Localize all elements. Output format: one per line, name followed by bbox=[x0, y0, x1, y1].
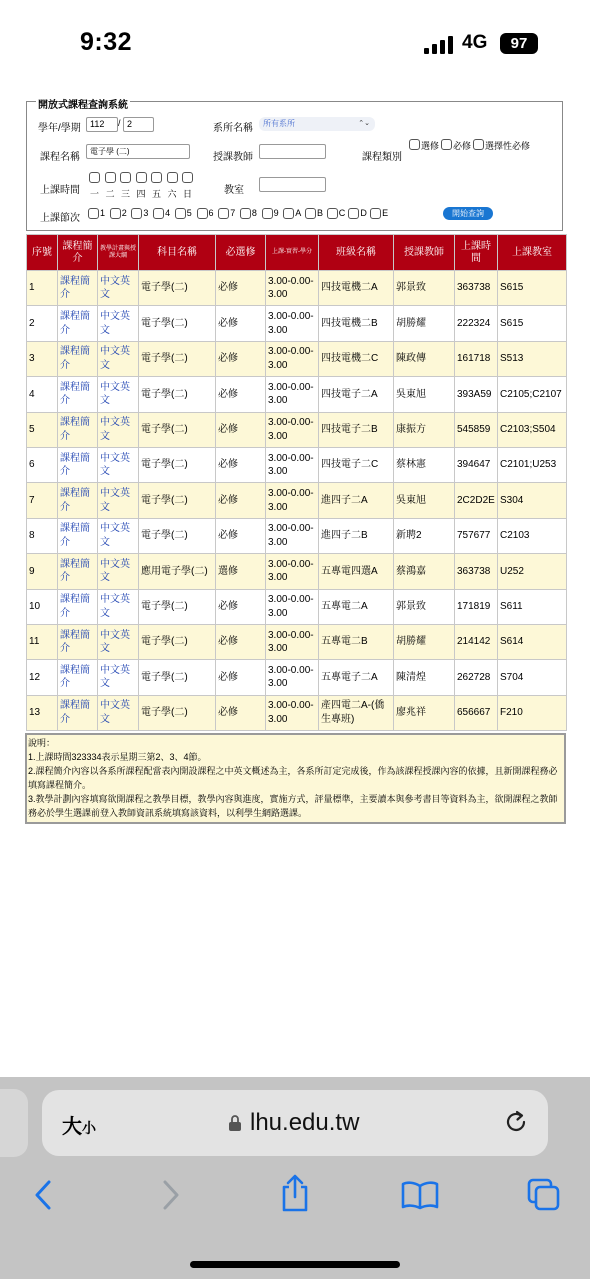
teaching-plan-link-cell bbox=[98, 377, 139, 412]
header-plan: 教學計畫與授課大綱 bbox=[98, 235, 139, 271]
year-input[interactable]: 112 bbox=[86, 117, 118, 132]
note-item-2: 2.課程簡介內容以各系所課程配當表內開設課程之中英文概述為主，各系所訂定完成後，作為該課程授課內容的依據，且新開課程務必填寫課程簡介。 bbox=[28, 766, 558, 790]
cell-teacher: 陳政傳 bbox=[394, 341, 455, 376]
period-label: 2 bbox=[121, 208, 127, 218]
weekday-label: 一 bbox=[90, 189, 100, 199]
weekday-label: 三 bbox=[121, 189, 131, 199]
table-row bbox=[27, 660, 567, 695]
period-checkbox[interactable] bbox=[327, 208, 338, 219]
header-no: 序號 bbox=[27, 235, 58, 271]
cell-class: 四技電機二C bbox=[319, 341, 394, 376]
cell-no: 7 bbox=[27, 483, 58, 518]
teaching-plan-link[interactable]: 中文英文 bbox=[100, 700, 130, 725]
course-intro-link[interactable]: 課程簡介 bbox=[60, 700, 90, 725]
table-row bbox=[27, 306, 567, 341]
cell-credits: 3.00-0.00-3.00 bbox=[266, 518, 319, 553]
cell-room: C2105;C2107 bbox=[498, 377, 567, 412]
header-type: 必選修 bbox=[216, 235, 266, 271]
cell-no: 10 bbox=[27, 589, 58, 624]
cell-subject: 電子學(二) bbox=[139, 341, 216, 376]
course-intro-link-cell bbox=[58, 660, 98, 695]
category-label: 課程類別 bbox=[362, 152, 402, 163]
cell-class: 四技電機二A bbox=[319, 271, 394, 306]
cell-subject: 電子學(二) bbox=[139, 518, 216, 553]
category-option-label: 選修 bbox=[421, 141, 440, 151]
cell-no: 11 bbox=[27, 624, 58, 659]
period-label: A bbox=[295, 208, 302, 218]
cell-credits: 3.00-0.00-3.00 bbox=[266, 341, 319, 376]
cell-class: 四技電子二C bbox=[319, 447, 394, 482]
weekday-label: 五 bbox=[152, 189, 162, 199]
cell-teacher: 陳清煌 bbox=[394, 660, 455, 695]
period-label: E bbox=[382, 208, 389, 218]
teaching-plan-link[interactable]: 中文英文 bbox=[100, 275, 130, 301]
cell-time: 363738 bbox=[455, 271, 498, 306]
teaching-plan-link[interactable]: 中文英文 bbox=[100, 452, 130, 478]
period-checkbox[interactable] bbox=[110, 208, 121, 219]
cell-subject: 電子學(二) bbox=[139, 377, 216, 412]
table-row bbox=[27, 412, 567, 447]
cell-type: 必修 bbox=[216, 271, 266, 306]
cell-class: 五專電四選A bbox=[319, 554, 394, 589]
status-bar bbox=[0, 0, 590, 88]
course-label: 課程名稱 bbox=[40, 152, 80, 163]
table-header-row bbox=[27, 235, 567, 271]
teaching-plan-link-cell bbox=[98, 447, 139, 482]
cell-class: 產四電二A-(僑生專班) bbox=[319, 695, 394, 730]
cell-type: 必修 bbox=[216, 412, 266, 447]
course-intro-link-cell bbox=[58, 695, 98, 730]
cell-no: 13 bbox=[27, 695, 58, 730]
chevron-updown-icon: ⌃⌄ bbox=[358, 120, 370, 127]
teaching-plan-link[interactable]: 中文英文 bbox=[100, 346, 130, 371]
cell-credits: 3.00-0.00-3.00 bbox=[266, 554, 319, 589]
course-results-table bbox=[26, 234, 567, 731]
teaching-plan-link[interactable]: 中文英文 bbox=[100, 594, 130, 619]
cell-time: 545859 bbox=[455, 412, 498, 447]
cell-credits: 3.00-0.00-3.00 bbox=[266, 271, 319, 306]
course-intro-link-cell bbox=[58, 412, 98, 447]
header-class: 班級名稱 bbox=[319, 235, 394, 271]
table-row bbox=[27, 341, 567, 376]
cell-no: 6 bbox=[27, 447, 58, 482]
back-icon[interactable] bbox=[30, 1178, 56, 1212]
weekday-label: 二 bbox=[105, 189, 115, 199]
period-label: 4 bbox=[165, 208, 171, 218]
cell-credits: 3.00-0.00-3.00 bbox=[266, 589, 319, 624]
cell-class: 五專電子二A bbox=[319, 660, 394, 695]
cell-type: 必修 bbox=[216, 377, 266, 412]
course-intro-link-cell bbox=[58, 624, 98, 659]
course-intro-link-cell bbox=[58, 589, 98, 624]
table-row bbox=[27, 624, 567, 659]
reload-icon[interactable] bbox=[502, 1108, 530, 1136]
cell-credits: 3.00-0.00-3.00 bbox=[266, 483, 319, 518]
cell-teacher: 胡勝耀 bbox=[394, 306, 455, 341]
cell-subject: 電子學(二) bbox=[139, 412, 216, 447]
course-intro-link[interactable]: 課程簡介 bbox=[60, 275, 90, 301]
cell-no: 3 bbox=[27, 341, 58, 376]
cell-type: 必修 bbox=[216, 589, 266, 624]
teaching-plan-link[interactable]: 中文英文 bbox=[100, 381, 130, 407]
period-checkbox[interactable] bbox=[348, 208, 359, 219]
cell-no: 12 bbox=[27, 660, 58, 695]
cell-time: 656667 bbox=[455, 695, 498, 730]
cell-time: 394647 bbox=[455, 447, 498, 482]
cell-subject: 電子學(二) bbox=[139, 695, 216, 730]
cell-time: 171819 bbox=[455, 589, 498, 624]
cell-teacher: 康振方 bbox=[394, 412, 455, 447]
weekday-label: 日 bbox=[183, 189, 193, 199]
cell-no: 1 bbox=[27, 271, 58, 306]
period-label: 7 bbox=[230, 208, 236, 218]
category-option-label: 選擇性必修 bbox=[485, 141, 531, 151]
period-checkbox[interactable] bbox=[240, 208, 251, 219]
teaching-plan-link-cell bbox=[98, 624, 139, 659]
course-intro-link[interactable]: 課程簡介 bbox=[60, 594, 90, 619]
cell-time: 222324 bbox=[455, 306, 498, 341]
cell-class: 四技電機二B bbox=[319, 306, 394, 341]
address-bar[interactable] bbox=[42, 1090, 548, 1156]
course-intro-link[interactable]: 課程簡介 bbox=[60, 523, 90, 548]
weekday-checkbox[interactable] bbox=[167, 172, 178, 183]
cell-type: 必修 bbox=[216, 695, 266, 730]
course-intro-link[interactable]: 課程簡介 bbox=[60, 452, 90, 478]
cell-room: S615 bbox=[498, 271, 567, 306]
notes-title: 說明： bbox=[28, 738, 56, 748]
period-label: 9 bbox=[273, 208, 279, 218]
course-intro-link-cell bbox=[58, 341, 98, 376]
term-separator: / bbox=[118, 118, 121, 128]
teaching-plan-link-cell bbox=[98, 341, 139, 376]
category-required-checkbox[interactable] bbox=[441, 139, 452, 150]
weekday-checkbox[interactable] bbox=[120, 172, 131, 183]
course-intro-link[interactable]: 課程簡介 bbox=[60, 488, 90, 513]
cell-teacher: 蔡鴻嘉 bbox=[394, 554, 455, 589]
dept-label: 系所名稱 bbox=[213, 123, 253, 134]
course-intro-link-cell bbox=[58, 554, 98, 589]
room-label: 教室 bbox=[224, 185, 244, 196]
cell-class: 進四子二A bbox=[319, 483, 394, 518]
cell-no: 4 bbox=[27, 377, 58, 412]
teaching-plan-link-cell bbox=[98, 554, 139, 589]
course-intro-link[interactable]: 課程簡介 bbox=[60, 311, 90, 336]
cell-type: 選修 bbox=[216, 554, 266, 589]
period-label: D bbox=[360, 208, 367, 218]
category-option-label: 必修 bbox=[453, 141, 472, 151]
network-type: 4G bbox=[462, 32, 488, 53]
cell-teacher: 廖兆祥 bbox=[394, 695, 455, 730]
cell-credits: 3.00-0.00-3.00 bbox=[266, 624, 319, 659]
cell-no: 5 bbox=[27, 412, 58, 447]
cell-no: 2 bbox=[27, 306, 58, 341]
course-input[interactable]: 電子學 (二) bbox=[86, 144, 190, 159]
period-label: C bbox=[338, 208, 346, 218]
teaching-plan-link[interactable]: 中文英文 bbox=[100, 488, 130, 513]
table-row bbox=[27, 447, 567, 482]
course-intro-link-cell bbox=[58, 377, 98, 412]
cell-subject: 電子學(二) bbox=[139, 589, 216, 624]
teaching-plan-link-cell bbox=[98, 660, 139, 695]
notes-panel bbox=[25, 733, 566, 824]
teacher-label: 授課教師 bbox=[213, 152, 253, 163]
cell-room: S304 bbox=[498, 483, 567, 518]
course-intro-link-cell bbox=[58, 447, 98, 482]
cell-class: 進四子二B bbox=[319, 518, 394, 553]
category-optional-required-checkbox[interactable] bbox=[473, 139, 484, 150]
cell-room: U252 bbox=[498, 554, 567, 589]
search-button[interactable]: 開始查詢 bbox=[443, 207, 493, 220]
cell-time: 2C2D2E bbox=[455, 483, 498, 518]
cell-teacher: 郭景致 bbox=[394, 271, 455, 306]
cell-subject: 電子學(二) bbox=[139, 660, 216, 695]
cell-class: 五專電二A bbox=[319, 589, 394, 624]
cell-subject: 電子學(二) bbox=[139, 271, 216, 306]
period-checkbox[interactable] bbox=[262, 208, 273, 219]
course-intro-link[interactable]: 課程簡介 bbox=[60, 381, 90, 407]
lock-icon bbox=[228, 1114, 242, 1132]
cell-teacher: 郭景致 bbox=[394, 589, 455, 624]
period-label: 上課節次 bbox=[40, 213, 80, 224]
header-intro: 課程簡介 bbox=[58, 235, 98, 271]
cell-credits: 3.00-0.00-3.00 bbox=[266, 695, 319, 730]
course-intro-link[interactable]: 課程簡介 bbox=[60, 558, 90, 584]
cell-subject: 電子學(二) bbox=[139, 483, 216, 518]
header-credits: 上課-實習-學分 bbox=[266, 235, 319, 271]
teaching-plan-link[interactable]: 中文英文 bbox=[100, 558, 130, 584]
table-row bbox=[27, 554, 567, 589]
cell-time: 757677 bbox=[455, 518, 498, 553]
previous-tab-preview[interactable] bbox=[0, 1089, 28, 1157]
cell-class: 五專電二B bbox=[319, 624, 394, 659]
period-label: 8 bbox=[251, 208, 257, 218]
cell-room: S614 bbox=[498, 624, 567, 659]
course-intro-link[interactable]: 課程簡介 bbox=[60, 346, 90, 371]
table-row bbox=[27, 271, 567, 306]
cell-room: S513 bbox=[498, 341, 567, 376]
teaching-plan-link-cell bbox=[98, 271, 139, 306]
share-icon[interactable] bbox=[279, 1173, 311, 1213]
cell-type: 必修 bbox=[216, 483, 266, 518]
period-label: 5 bbox=[186, 208, 192, 218]
cellular-signal-icon bbox=[424, 36, 454, 54]
teaching-plan-link-cell bbox=[98, 695, 139, 730]
course-intro-link-cell bbox=[58, 306, 98, 341]
cell-room: C2103;S504 bbox=[498, 412, 567, 447]
weekday-checkbox[interactable] bbox=[136, 172, 147, 183]
cell-credits: 3.00-0.00-3.00 bbox=[266, 306, 319, 341]
cell-subject: 電子學(二) bbox=[139, 447, 216, 482]
term-input[interactable]: 2 bbox=[123, 117, 154, 132]
text-size-button[interactable]: 大小 bbox=[62, 1116, 96, 1138]
room-input[interactable] bbox=[259, 177, 326, 192]
cell-teacher: 新聘2 bbox=[394, 518, 455, 553]
cell-type: 必修 bbox=[216, 306, 266, 341]
weekday-label: 四 bbox=[136, 189, 146, 199]
cell-subject: 應用電子學(二) bbox=[139, 554, 216, 589]
cell-class: 四技電子二B bbox=[319, 412, 394, 447]
course-intro-link-cell bbox=[58, 271, 98, 306]
cell-time: 161718 bbox=[455, 341, 498, 376]
course-intro-link[interactable]: 課程簡介 bbox=[60, 417, 90, 442]
period-checkbox[interactable] bbox=[218, 208, 229, 219]
teaching-plan-link-cell bbox=[98, 412, 139, 447]
teaching-plan-link[interactable]: 中文英文 bbox=[100, 417, 130, 442]
cell-type: 必修 bbox=[216, 447, 266, 482]
home-indicator bbox=[190, 1261, 400, 1268]
period-label: 3 bbox=[143, 208, 149, 218]
cell-no: 9 bbox=[27, 554, 58, 589]
browser-toolbar bbox=[0, 1077, 590, 1279]
cell-teacher: 吳東旭 bbox=[394, 483, 455, 518]
cell-subject: 電子學(二) bbox=[139, 624, 216, 659]
cell-room: S611 bbox=[498, 589, 567, 624]
weekday-checkbox[interactable] bbox=[89, 172, 100, 183]
weekday-checkbox[interactable] bbox=[105, 172, 116, 183]
cell-time: 393A59 bbox=[455, 377, 498, 412]
cell-subject: 電子學(二) bbox=[139, 306, 216, 341]
table-row bbox=[27, 518, 567, 553]
forward-icon[interactable] bbox=[158, 1178, 184, 1212]
weekday-label: 六 bbox=[167, 189, 177, 199]
bookmarks-icon[interactable] bbox=[400, 1180, 440, 1210]
cell-credits: 3.00-0.00-3.00 bbox=[266, 412, 319, 447]
cell-credits: 3.00-0.00-3.00 bbox=[266, 377, 319, 412]
header-teacher: 授課教師 bbox=[394, 235, 455, 271]
dept-select[interactable] bbox=[259, 117, 375, 131]
course-intro-link[interactable]: 課程簡介 bbox=[60, 664, 90, 690]
period-checkbox[interactable] bbox=[370, 208, 381, 219]
cell-teacher: 胡勝耀 bbox=[394, 624, 455, 659]
cell-room: S615 bbox=[498, 306, 567, 341]
teaching-plan-link[interactable]: 中文英文 bbox=[100, 311, 130, 336]
period-checkbox[interactable] bbox=[175, 208, 186, 219]
header-room: 上課教室 bbox=[498, 235, 567, 271]
teaching-plan-link-cell bbox=[98, 589, 139, 624]
time-label: 上課時間 bbox=[40, 185, 80, 196]
cell-type: 必修 bbox=[216, 518, 266, 553]
table-body bbox=[27, 271, 567, 731]
cell-time: 363738 bbox=[455, 554, 498, 589]
weekday-checkbox[interactable] bbox=[151, 172, 162, 183]
cell-time: 262728 bbox=[455, 660, 498, 695]
cell-teacher: 吳東旭 bbox=[394, 377, 455, 412]
teaching-plan-link-cell bbox=[98, 483, 139, 518]
teaching-plan-link[interactable]: 中文英文 bbox=[100, 523, 130, 548]
table-row bbox=[27, 377, 567, 412]
term-label: 學年/學期 bbox=[38, 123, 81, 134]
course-intro-link-cell bbox=[58, 483, 98, 518]
teacher-input[interactable] bbox=[259, 144, 326, 159]
header-subject: 科目名稱 bbox=[139, 235, 216, 271]
form-legend: 開放式課程查詢系統 bbox=[36, 96, 130, 111]
dept-select-value: 所有系所 bbox=[263, 119, 295, 128]
cell-credits: 3.00-0.00-3.00 bbox=[266, 660, 319, 695]
status-time: 9:32 bbox=[80, 28, 133, 56]
period-checkbox[interactable] bbox=[88, 208, 99, 219]
cell-room: F210 bbox=[498, 695, 567, 730]
url-text[interactable]: lhu.edu.tw bbox=[250, 1109, 360, 1136]
cell-no: 8 bbox=[27, 518, 58, 553]
cell-type: 必修 bbox=[216, 341, 266, 376]
cell-time: 214142 bbox=[455, 624, 498, 659]
cell-class: 四技電子二A bbox=[319, 377, 394, 412]
period-checkbox[interactable] bbox=[283, 208, 294, 219]
cell-credits: 3.00-0.00-3.00 bbox=[266, 447, 319, 482]
cell-teacher: 蔡林憲 bbox=[394, 447, 455, 482]
cell-type: 必修 bbox=[216, 660, 266, 695]
period-checkbox[interactable] bbox=[197, 208, 208, 219]
cell-type: 必修 bbox=[216, 624, 266, 659]
table-row bbox=[27, 483, 567, 518]
category-elective-checkbox[interactable] bbox=[409, 139, 420, 150]
battery-icon: 97 bbox=[500, 33, 538, 54]
teaching-plan-link[interactable]: 中文英文 bbox=[100, 664, 130, 690]
cell-room: C2101;U253 bbox=[498, 447, 567, 482]
period-checkbox[interactable] bbox=[153, 208, 164, 219]
period-checkbox[interactable] bbox=[305, 208, 316, 219]
table-row bbox=[27, 589, 567, 624]
header-time: 上課時間 bbox=[455, 235, 498, 271]
weekday-checkbox[interactable] bbox=[182, 172, 193, 183]
course-intro-link[interactable]: 課程簡介 bbox=[60, 629, 90, 655]
teaching-plan-link[interactable]: 中文英文 bbox=[100, 629, 130, 655]
teaching-plan-link-cell bbox=[98, 518, 139, 553]
period-label: B bbox=[317, 208, 324, 218]
course-intro-link-cell bbox=[58, 518, 98, 553]
tabs-icon[interactable] bbox=[526, 1177, 562, 1213]
teaching-plan-link-cell bbox=[98, 306, 139, 341]
cell-room: S704 bbox=[498, 660, 567, 695]
period-label: 6 bbox=[208, 208, 214, 218]
period-label: 1 bbox=[100, 208, 106, 218]
table-row bbox=[27, 695, 567, 730]
note-item-3: 3.教學計劃內容填寫欲開課程之教學目標，教學內容與進度，實施方式，評量標準，主要讀本與參考書目等資料為主，欲開課程之教師務必於學生選課前登入教師資訊系統填寫該資料，以利學生網路選課。 bbox=[28, 794, 558, 818]
cell-room: C2103 bbox=[498, 518, 567, 553]
note-item-1: 1.上課時間323334表示星期三第2、3、4節。 bbox=[28, 752, 207, 762]
period-checkbox[interactable] bbox=[131, 208, 142, 219]
